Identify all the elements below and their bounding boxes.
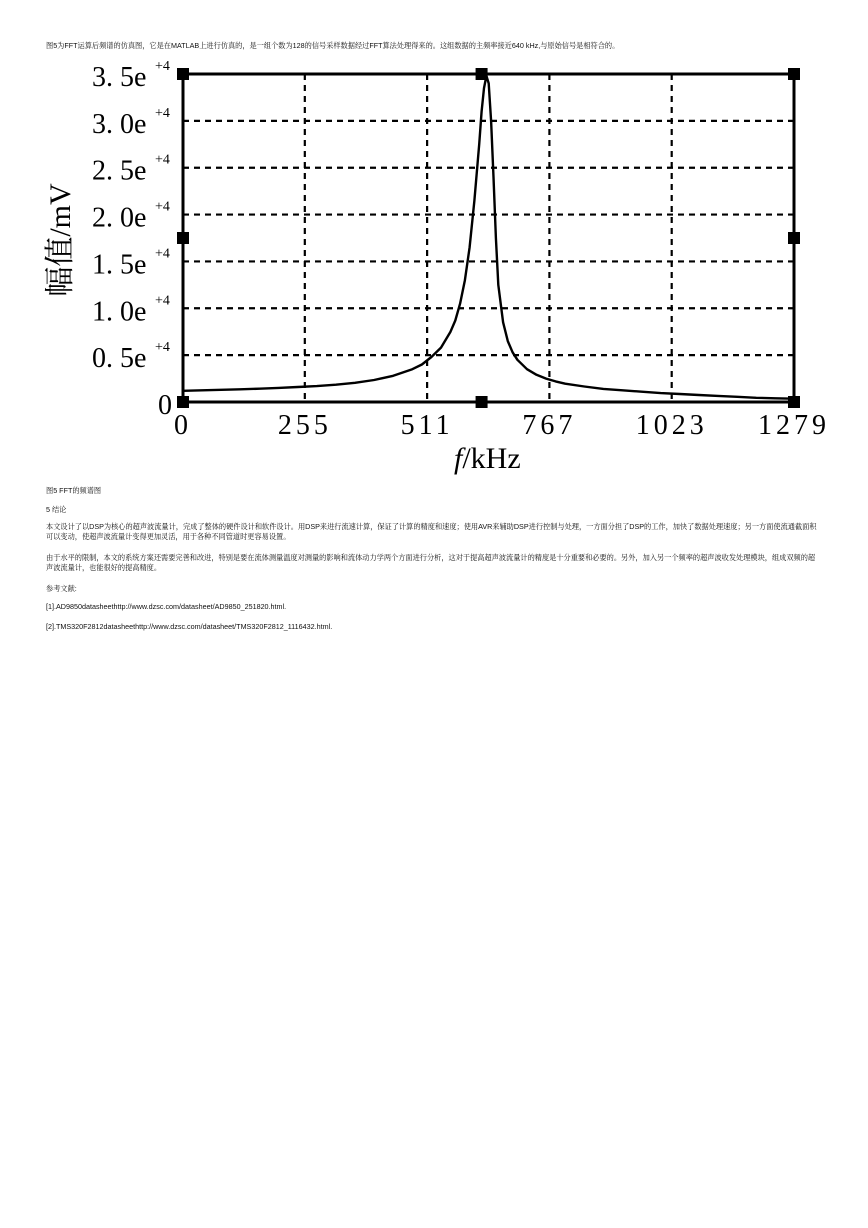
reference-2: [2].TMS320F2812datasheethttp://www.dzsc.com/datasheet/TMS320F2812_1116432.html. <box>46 622 333 631</box>
y-axis-label: 幅值/mV <box>44 183 77 297</box>
section-heading: 5 结论 <box>46 505 67 514</box>
frame-handle <box>788 232 800 244</box>
figure-caption: 图5 FFT的频谱图 <box>46 486 102 495</box>
y-tick-label: 2. 0e <box>92 202 147 234</box>
frame-handle <box>476 68 488 80</box>
y-tick-label: 1. 5e <box>92 249 147 281</box>
conclusion-paragraph-1: 本文设计了以DSP为核心的超声波流量计，完成了整体的硬件设计和软件设计。用DSP来进行流速计算，保证了计算的精度和速度；使用AVR来辅助DSP进行控制与处理，一方面分担了DSP的工作，加快了数据处理速度；另一方面使流通截面积可以变动，使超声波流量计变得更加灵活，用于各种不同管道时更容易设置。 <box>46 522 817 541</box>
y-tick-exponent: +4 <box>155 199 170 215</box>
reference-1: [1].AD9850datasheethttp://www.dzsc.com/datasheet/AD9850_251820.html. <box>46 602 287 611</box>
y-tick-label: 2. 5e <box>92 155 147 187</box>
y-tick-exponent: +4 <box>155 105 170 121</box>
conclusion-paragraph-2: 由于水平的限制，本文的系统方案还需要完善和改进，特别是要在流体测量温度对测量的影响和流体动力学两个方面进行分析，这对于提高超声波流量计的精度是十分重要和必要的。另外，加入另一个频率的超声波收发处理模块，组成双频的超声波流量计，也能很好的提高精度。 <box>46 553 816 572</box>
frame-handle <box>476 396 488 408</box>
y-tick-exponent: +4 <box>155 60 170 74</box>
plot-frame <box>183 74 794 402</box>
y-tick-label: 3. 5e <box>92 62 147 93</box>
y-tick-exponent: +4 <box>155 246 170 262</box>
x-tick-label: 1023 <box>635 410 708 441</box>
intro-paragraph: 图5为FFT运算后频谱的仿真图，它是在MATLAB上进行仿真的，是一组个数为128的信号采样数据经过FFT算法处理得来的。这组数据的主频率接近640 kHz,与原始信号是相符合的。 <box>46 41 620 50</box>
x-tick-label: 1279 <box>758 410 830 441</box>
y-tick-label: 0. 5e <box>92 343 147 375</box>
x-tick-label: 0 <box>174 410 192 441</box>
y-tick-exponent: +4 <box>155 152 170 168</box>
x-tick-label: 511 <box>400 410 454 441</box>
y-tick-exponent: +4 <box>155 293 170 309</box>
y-tick-label: 3. 0e <box>92 108 147 140</box>
frame-handle <box>177 396 189 408</box>
frame-handle <box>788 68 800 80</box>
fft-spectrum-chart <box>44 60 830 478</box>
y-tick-label: 0 <box>158 390 172 421</box>
x-tick-label: 255 <box>277 410 332 441</box>
spectrum-line <box>183 76 794 399</box>
x-tick-label: 767 <box>522 410 577 441</box>
fft-spectrum-figure <box>44 60 830 478</box>
y-tick-exponent: +4 <box>155 340 170 356</box>
y-tick-label: 1. 0e <box>92 296 147 328</box>
x-axis-label: f/kHz <box>454 442 521 475</box>
frame-handle <box>177 232 189 244</box>
references-heading: 参考文献: <box>46 584 77 593</box>
frame-handle <box>177 68 189 80</box>
frame-handle <box>788 396 800 408</box>
